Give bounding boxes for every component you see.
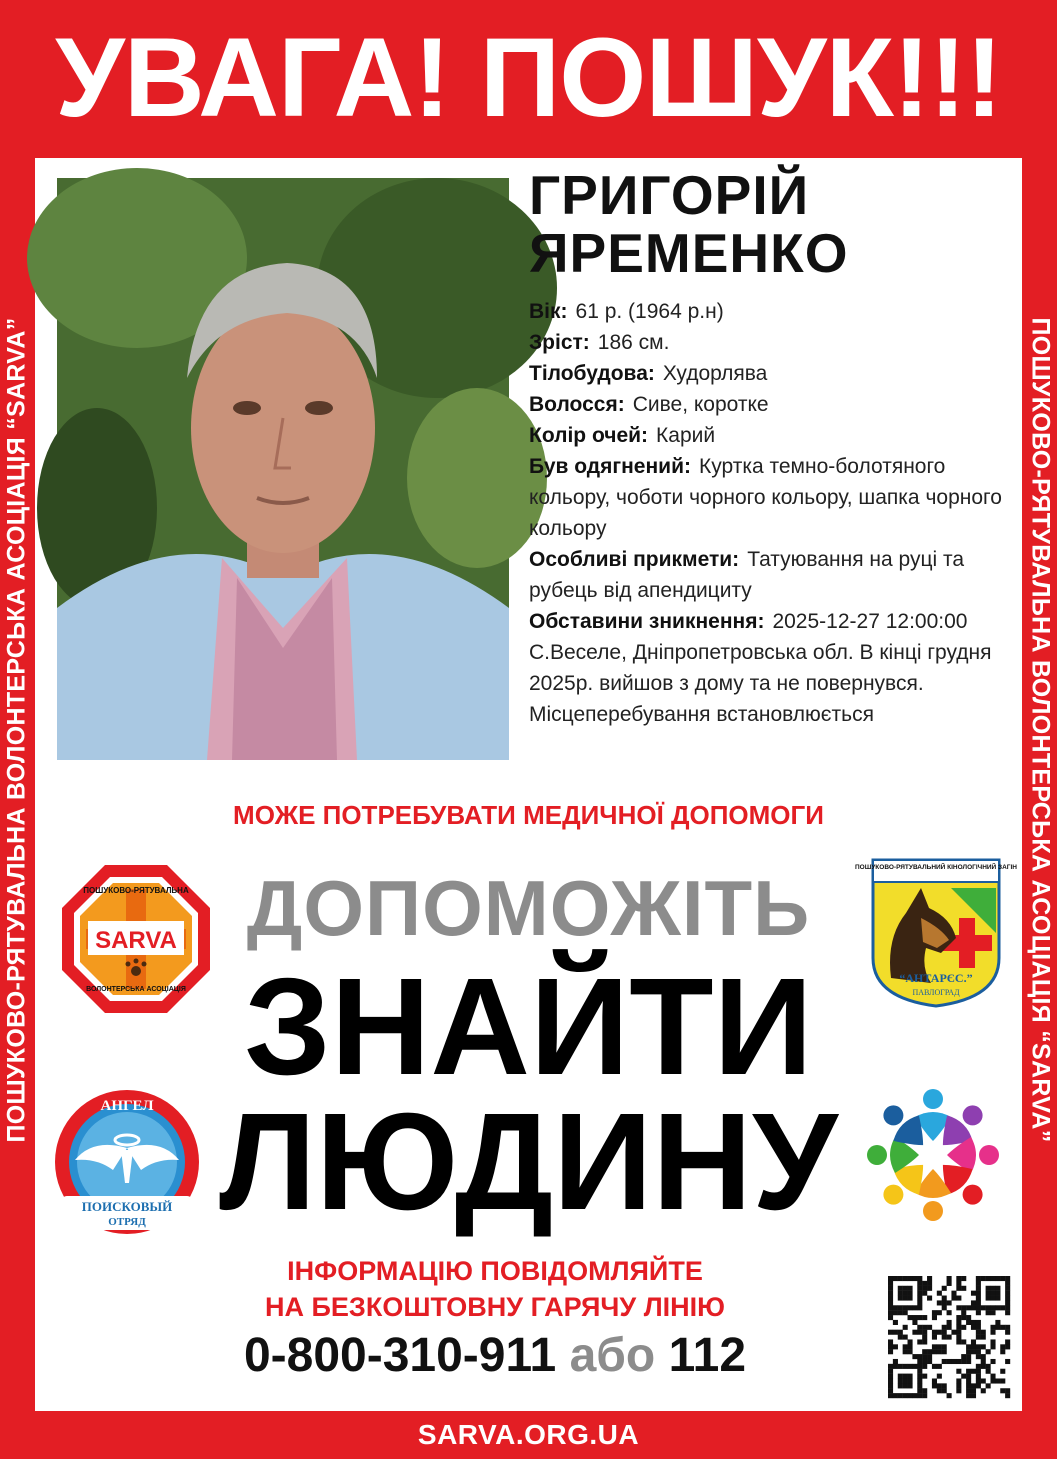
detail-height-label: Зріст: [529, 331, 590, 354]
emergency-phone[interactable]: 112 [668, 1329, 747, 1382]
detail-hair-value: Сиве, коротке [632, 393, 769, 416]
sarva-logo-top-text: ПОШУКОВО-РЯТУВАЛЬНА [83, 886, 189, 895]
detail-height [529, 327, 1009, 358]
detail-hair [529, 389, 1009, 420]
antares-logo-name: “АНТАРЄС.” [899, 971, 973, 985]
medical-warning: МОЖЕ ПОТРЕБУВАТИ МЕДИЧНОЇ ДОПОМОГИ [233, 800, 824, 830]
antares-logo-city: ПАВЛОГРАД [912, 988, 960, 997]
sarva-logo-bottom-text: ВОЛОНТЕРСЬКА АСОЦІАЦІЯ [86, 986, 186, 993]
sarva-logo [60, 863, 212, 1015]
detail-clothing-value: Куртка темно-болотяного кольору, чоботи чорного кольору, шапка чорного кольору [529, 455, 1002, 540]
phone-numbers [195, 1328, 795, 1383]
hotline-phone[interactable]: 0-800-310-911 [243, 1329, 557, 1382]
person-first-name: ГРИГОРІЙ [529, 164, 810, 226]
detail-circumstances-value: 2025-12-27 12:00:00 С.Веселе, Дніпропетровська обл. В кінці грудня 2025р. вийшов з дому та не повернувся. Місцеперебування встановлюється [529, 610, 992, 726]
angel-logo-bottom-text-1: ПОИСКОВЫЙ [81, 1199, 173, 1214]
detail-eyes-value: Карий [656, 424, 716, 447]
find-heading: ЗНАЙТИ [244, 950, 813, 1104]
angel-logo-bottom-text-2: ОТРЯД [108, 1216, 146, 1228]
detail-hair-label: Волосся: [529, 393, 625, 416]
poster-panel [35, 158, 1022, 1411]
detail-features [529, 544, 1009, 606]
person-last-name: ЯРЕМЕНКО [529, 222, 849, 284]
hotline-text-2: НА БЕЗКОШТОВНУ ГАРЯЧУ ЛІНІЮ [265, 1292, 725, 1322]
phone-separator: або [569, 1329, 656, 1382]
detail-circumstances [529, 606, 1009, 730]
detail-eyes [529, 420, 1009, 451]
detail-eyes-label: Колір очей: [529, 424, 649, 447]
help-heading: ДОПОМОЖІТЬ [246, 864, 811, 952]
missing-person-photo [57, 178, 509, 760]
detail-height-value: 186 см. [597, 331, 670, 354]
detail-build-label: Тілобудова: [529, 362, 655, 385]
qr-code[interactable] [888, 1276, 1010, 1398]
footer-bar [0, 1411, 1057, 1459]
detail-clothing-label: Був одягнений: [529, 455, 691, 478]
website-link[interactable]: SARVA.ORG.UA [417, 1419, 640, 1450]
detail-build [529, 358, 1009, 389]
detail-clothing [529, 451, 1009, 544]
antares-logo-top-text: ПОШУКОВО-РЯТУВАЛЬНИЙ КІНОЛОГІЧНИЙ ЗАГІН [855, 864, 1017, 871]
detail-features-label: Особливі прикмети: [529, 548, 740, 571]
header-banner [0, 0, 1057, 155]
person-name [529, 166, 848, 282]
detail-features-value: Татуювання на руці та рубець від апендициту [529, 548, 965, 602]
side-text-right: ПОШУКОВО-РЯТУВАЛЬНА ВОЛОНТЕРСЬКА АСОЦІАЦІЯ “SARVA” [1026, 317, 1055, 1143]
angel-logo-top-text: АНГЕЛ [100, 1098, 154, 1114]
detail-age-label: Вік: [529, 300, 568, 323]
person-heading: ЛЮДИНУ [219, 1085, 838, 1239]
angel-squad-logo [53, 1088, 201, 1236]
detail-circumstances-label: Обставини зникнення: [529, 610, 765, 633]
detail-build-value: Худорлява [662, 362, 768, 385]
hotline-text-1: ІНФОРМАЦІЮ ПОВІДОМЛЯЙТЕ [287, 1256, 703, 1286]
detail-age [529, 296, 1009, 327]
person-details [529, 296, 1009, 730]
side-text-left: ПОШУКОВО-РЯТУВАЛЬНА ВОЛОНТЕРСЬКА АСОЦІАЦІЯ “SARVA” [2, 317, 31, 1143]
sarva-logo-name: SARVA [95, 927, 177, 954]
alert-title: УВАГА! ПОШУК!!! [55, 14, 1002, 140]
detail-age-value: 61 р. (1964 р.н) [575, 300, 724, 323]
community-logo [858, 1083, 1008, 1228]
antares-logo [855, 858, 1017, 1008]
